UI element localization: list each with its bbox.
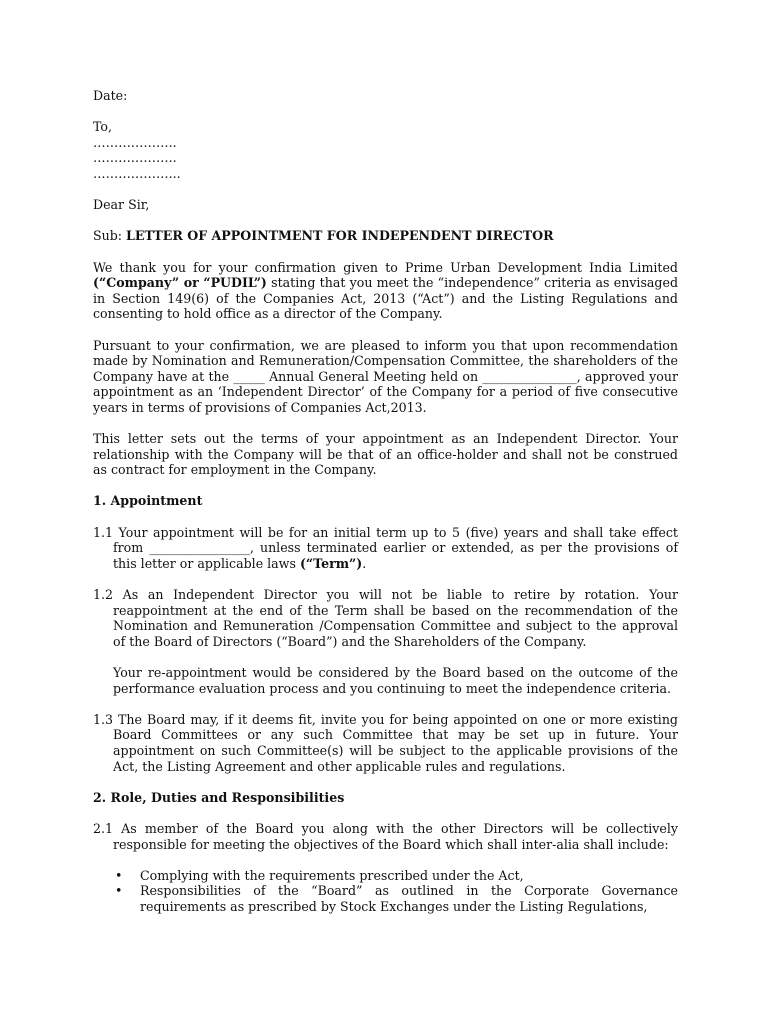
- address-line: ………………..: [93, 134, 177, 150]
- clause-1-2: 1.2 As an Independent Director you will not be liable to retire by rotation. Your reappointment at the end of the Term shall be based on the recommendation of the Nomination and Remuneration /Compensation Committee and subject to the approval of the Board of Directors (“Board”) and the Shareholders of the Company.: [93, 587, 678, 649]
- intro-text-cont: stating that you meet the “independence” criteria as envisaged in Section 149(6) of the Companies Act, 2013 (“Act”) and the Listing Regulations and consenting to hold office as a director of the Company.: [93, 275, 679, 322]
- list-item-text: Responsibilities of the “Board” as outlined in the Corporate Governance requirements as prescribed by Stock Exchanges under the Listing Regulations,: [140, 883, 678, 914]
- terms-paragraph: This letter sets out the terms of your appointment as an Independent Director. Your relationship with the Company will be that of an office-holder and shall not be construed as contract for employment in the Company.: [93, 431, 678, 478]
- subject-prefix: Sub:: [93, 228, 127, 244]
- section-heading-appointment: [93, 493, 678, 509]
- clause-2-1: 2.1 As member of the Board you along with the other Directors will be collectively responsible for meeting the objectives of the Board which shall inter-alia shall include:: [93, 820, 678, 852]
- address-line: ………………...: [93, 165, 181, 181]
- date-label: Date:: [93, 88, 128, 103]
- company-definition: (“Company” or “PUDIL”): [93, 275, 267, 291]
- list-item: [93, 883, 678, 914]
- term-definition: (“Term”): [299, 555, 363, 571]
- section-heading-role: [93, 790, 678, 806]
- responsibilities-list: [93, 868, 678, 915]
- clause-end: .: [362, 555, 367, 571]
- confirmation-paragraph: Pursuant to your confirmation, we are pleased to inform you that upon recommendation made by Nomination and Remuneration/Compensation Committee, the shareholders of the Company have at the _____ Annual General Meeting held on _______________, approved your appointment as an ‘Independent Director’ of the Company for a period of five consecutive years in terms of provisions of Companies Act,2013.: [93, 337, 678, 415]
- section-heading-text: 2. Role, Duties and Responsibilities: [93, 789, 345, 805]
- clause-1-1: [93, 525, 678, 572]
- list-item-text: Complying with the requirements prescribed under the Act,: [140, 867, 524, 883]
- address-line: ………………..: [93, 150, 177, 166]
- bullet-icon: •: [115, 883, 123, 899]
- bullet-icon: •: [115, 867, 123, 883]
- clause-1-3: 1.3 The Board may, if it deems fit, invite you for being appointed on one or more existing Board Committees or any such Committee that may be set up in future. Your appointment on such Committee(s) will be subject to the applicable provisions of the Act, the Listing Agreement and other applicable rules and regulations.: [93, 711, 678, 774]
- intro-paragraph: [93, 260, 678, 322]
- list-item: [93, 868, 678, 884]
- subject-line: [93, 228, 678, 244]
- clause-1-2-continuation: Your re-appointment would be considered by the Board based on the outcome of the performance evaluation process and you continuing to meet the independence criteria.: [113, 664, 678, 696]
- to-label: To,: [93, 119, 113, 135]
- address-block: [93, 119, 678, 181]
- salutation: Dear Sir,: [93, 197, 150, 213]
- section-heading-text: 1. Appointment: [93, 493, 203, 509]
- clause-text: 1.1 Your appointment will be for an initial term up to 5 (five) years and shall take effect from ________________, unless terminated earlier or extended, as per the provisions of this letter or applicable laws: [93, 524, 678, 571]
- subject-title: LETTER OF APPOINTMENT FOR INDEPENDENT DIRECTOR: [126, 228, 554, 244]
- intro-text: We thank you for your confirmation given to Prime Urban Development India Limited: [93, 259, 678, 275]
